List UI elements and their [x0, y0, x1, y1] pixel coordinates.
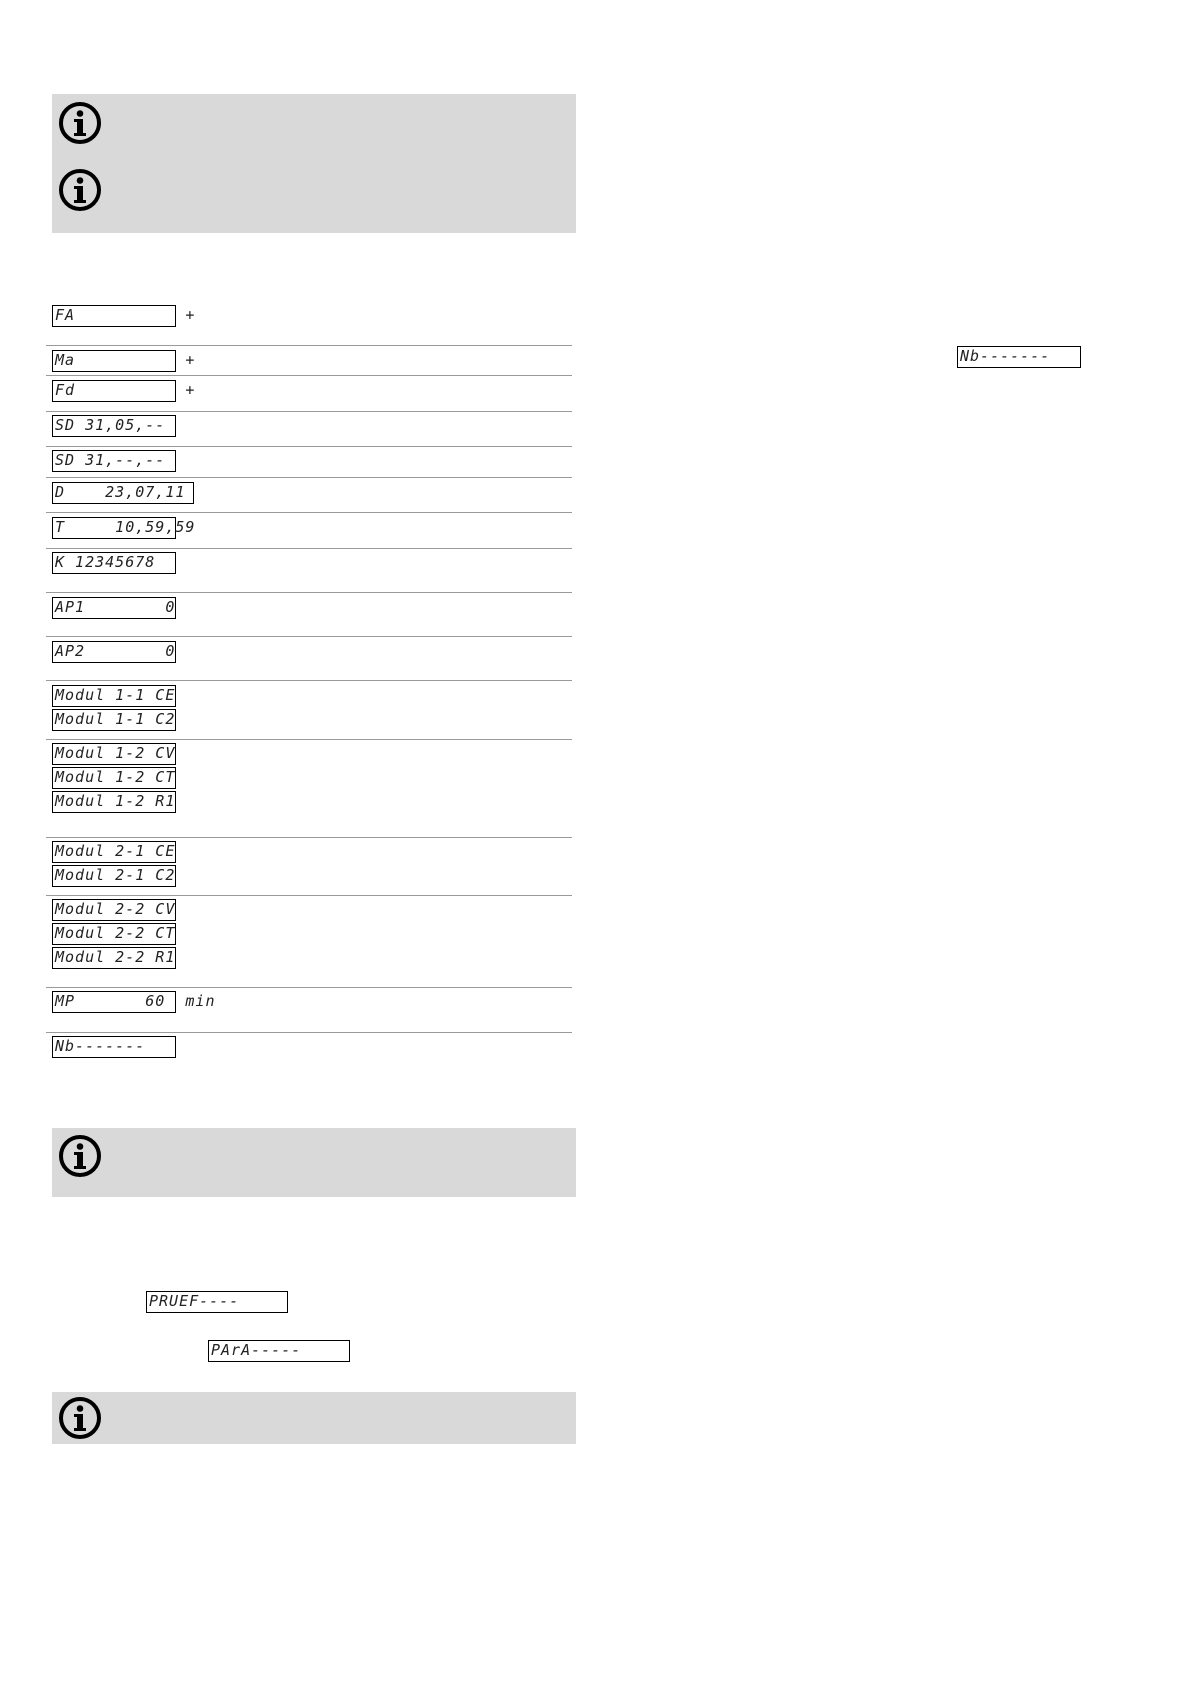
lcd-modul-2-1-c2: Modul 2-1 C2 — [52, 865, 176, 887]
lcd-pruef: PRUEF---- — [146, 1291, 288, 1313]
lcd-time: T 10,59,59 — [52, 517, 176, 539]
lcd-ap2: AP2 0 — [52, 641, 176, 663]
lcd-nb-right: Nb------- — [957, 346, 1081, 368]
lcd-modul-1-1-c2: Modul 1-1 C2 — [52, 709, 176, 731]
lcd-ap1: AP1 0 — [52, 597, 176, 619]
info-box-2 — [52, 1128, 576, 1197]
info-icon — [58, 1134, 102, 1178]
divider — [46, 739, 572, 740]
lcd-fd: Fd + — [52, 380, 176, 402]
divider — [46, 512, 572, 513]
lcd-ma: Ma + — [52, 350, 176, 372]
lcd-date: D 23,07,11 — [52, 482, 194, 504]
lcd-k: K 12345678 — [52, 552, 176, 574]
lcd-modul-2-2-cv: Modul 2-2 CV — [52, 899, 176, 921]
divider — [46, 987, 572, 988]
info-icon — [58, 1396, 102, 1440]
divider — [46, 592, 572, 593]
lcd-sd-1: SD 31,05,-- — [52, 415, 176, 437]
divider — [46, 636, 572, 637]
divider — [46, 548, 572, 549]
divider — [46, 895, 572, 896]
lcd-mp: MP 60 min — [52, 991, 176, 1013]
lcd-modul-2-1-ce: Modul 2-1 CE — [52, 841, 176, 863]
lcd-modul-1-2-r1: Modul 1-2 R1 — [52, 791, 176, 813]
info-icon — [58, 168, 102, 212]
lcd-modul-2-2-r1: Modul 2-2 R1 — [52, 947, 176, 969]
info-icon — [58, 101, 102, 145]
lcd-modul-1-1-ce: Modul 1-1 CE — [52, 685, 176, 707]
lcd-fa: FA + — [52, 305, 176, 327]
divider — [46, 837, 572, 838]
divider — [46, 477, 572, 478]
divider — [46, 345, 572, 346]
lcd-modul-2-2-ct: Modul 2-2 CT — [52, 923, 176, 945]
divider — [46, 375, 572, 376]
lcd-para: PArA----- — [208, 1340, 350, 1362]
lcd-modul-1-2-cv: Modul 1-2 CV — [52, 743, 176, 765]
lcd-nb: Nb------- — [52, 1036, 176, 1058]
divider — [46, 411, 572, 412]
divider — [46, 680, 572, 681]
divider — [46, 446, 572, 447]
info-box-1 — [52, 94, 576, 233]
lcd-modul-1-2-ct: Modul 1-2 CT — [52, 767, 176, 789]
lcd-sd-2: SD 31,--,-- — [52, 450, 176, 472]
divider — [46, 1032, 572, 1033]
info-box-3 — [52, 1392, 576, 1444]
